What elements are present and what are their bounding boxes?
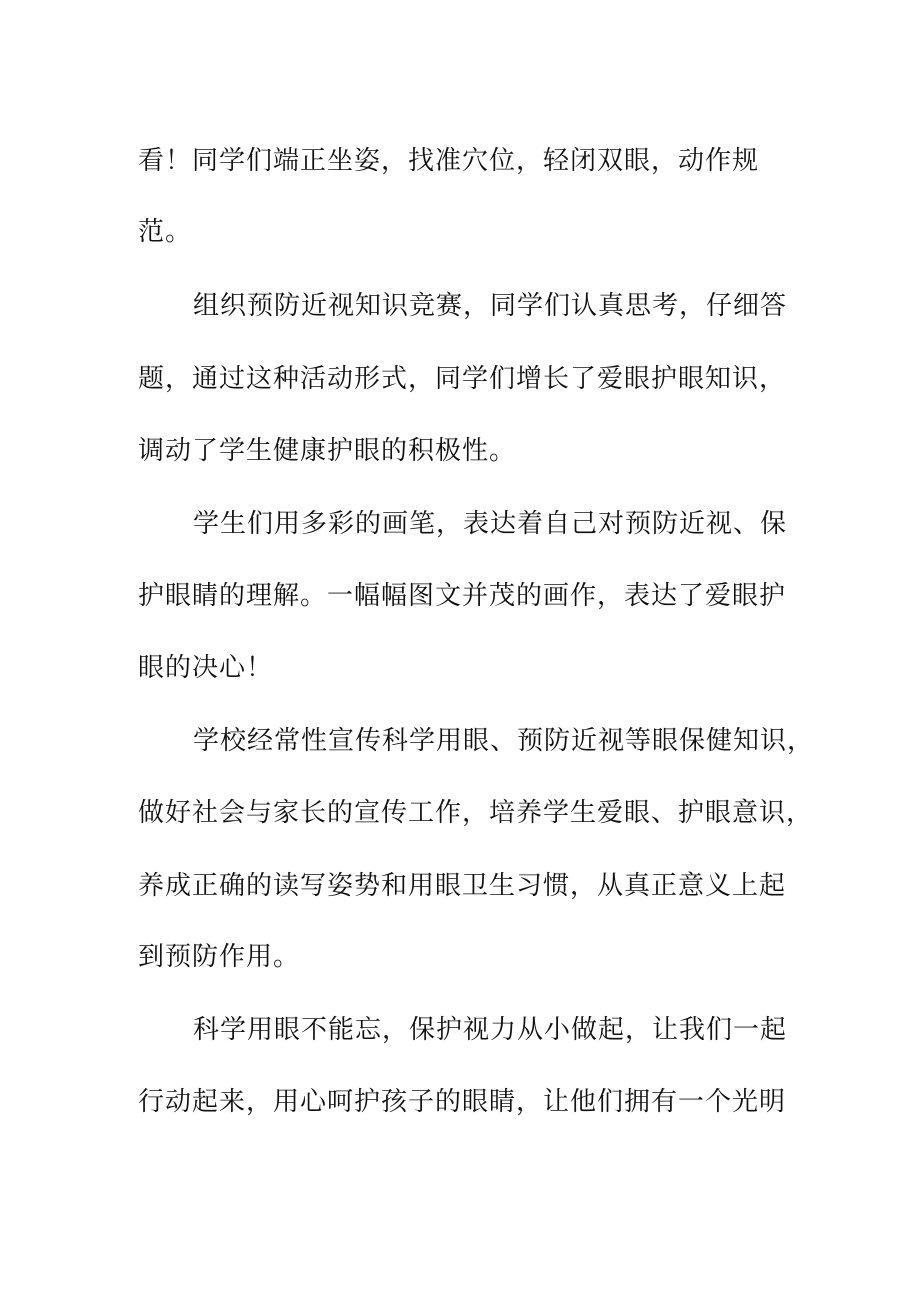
- paragraph-first-line: 科学用眼不能忘，保护视力从小做起，让我们一起: [193, 1015, 788, 1045]
- paragraph-first-line: 组织预防近视知识竞赛，同学们认真思考，仔细答: [193, 291, 788, 321]
- text-line: 看！同学们端正坐姿，找准穴位，轻闭双眼，动作规: [138, 146, 760, 176]
- text-line: 到预防作用。: [138, 942, 301, 972]
- text-line: 眼的决心！: [138, 653, 274, 683]
- text-line: 养成正确的读写姿势和用眼卫生习惯，从真正意义上起: [138, 871, 787, 901]
- text-line: 范。: [138, 217, 193, 247]
- text-line: 护眼睛的理解。一幅幅图文并茂的画作，表达了爱眼护: [138, 581, 787, 611]
- text-line: 调动了学生健康护眼的积极性。: [138, 436, 517, 466]
- text-line: 题，通过这种活动形式，同学们增长了爱眼护眼知识，: [138, 364, 787, 394]
- paragraph-first-line: 学校经常性宣传科学用眼、预防近视等眼保健知识，: [193, 726, 815, 756]
- text-line: 做好社会与家长的宣传工作，培养学生爱眼、护眼意识，: [138, 798, 814, 828]
- text-line: 行动起来，用心呵护孩子的眼睛，让他们拥有一个光明: [138, 1087, 787, 1117]
- paragraph-first-line: 学生们用多彩的画笔，表达着自己对预防近视、保: [193, 509, 788, 539]
